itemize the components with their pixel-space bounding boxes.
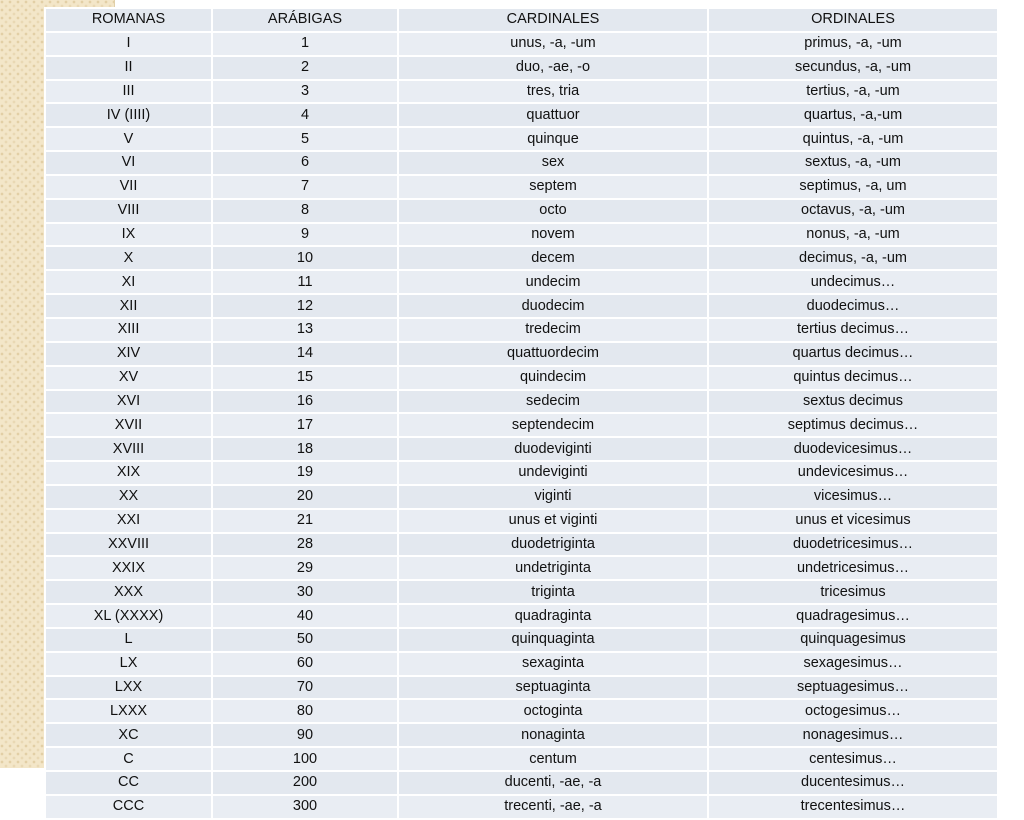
- table-row: [45, 80, 998, 104]
- cell-cardinal: quindecim: [398, 366, 708, 390]
- cell-cardinal: quattuor: [398, 103, 708, 127]
- table-row: [45, 604, 998, 628]
- table-row: [45, 628, 998, 652]
- table-row: [45, 366, 998, 390]
- cell-roman: XI: [45, 270, 212, 294]
- cell-ordinal: unus et vicesimus: [708, 509, 998, 533]
- cell-ordinal: trecentesimus…: [708, 795, 998, 819]
- cell-arabic: 29: [212, 556, 398, 580]
- cell-roman: I: [45, 32, 212, 56]
- cell-cardinal: duodecim: [398, 294, 708, 318]
- table-row: [45, 246, 998, 270]
- cell-ordinal: vicesimus…: [708, 485, 998, 509]
- table-row: [45, 32, 998, 56]
- cell-cardinal: duodeviginti: [398, 437, 708, 461]
- table-row: [45, 556, 998, 580]
- cell-ordinal: sexagesimus…: [708, 652, 998, 676]
- cell-roman: XX: [45, 485, 212, 509]
- cell-roman: II: [45, 56, 212, 80]
- header-cardinales: CARDINALES: [398, 8, 708, 32]
- cell-arabic: 5: [212, 127, 398, 151]
- cell-cardinal: septem: [398, 175, 708, 199]
- cell-roman: IV (IIII): [45, 103, 212, 127]
- cell-cardinal: nonaginta: [398, 723, 708, 747]
- numerals-table-container: [44, 7, 997, 820]
- table-row: [45, 652, 998, 676]
- cell-arabic: 40: [212, 604, 398, 628]
- cell-arabic: 9: [212, 223, 398, 247]
- cell-ordinal: tertius, -a, -um: [708, 80, 998, 104]
- cell-roman: XXI: [45, 509, 212, 533]
- table-row: [45, 413, 998, 437]
- header-romanas: ROMANAS: [45, 8, 212, 32]
- cell-cardinal: quinque: [398, 127, 708, 151]
- cell-ordinal: octogesimus…: [708, 699, 998, 723]
- table-row: [45, 56, 998, 80]
- cell-ordinal: octavus, -a, -um: [708, 199, 998, 223]
- table-row: [45, 533, 998, 557]
- cell-cardinal: duodetriginta: [398, 533, 708, 557]
- cell-roman: XVI: [45, 390, 212, 414]
- cell-arabic: 50: [212, 628, 398, 652]
- cell-arabic: 4: [212, 103, 398, 127]
- cell-cardinal: unus et viginti: [398, 509, 708, 533]
- header-arabigas: ARÁBIGAS: [212, 8, 398, 32]
- cell-arabic: 3: [212, 80, 398, 104]
- cell-arabic: 80: [212, 699, 398, 723]
- cell-roman: XVII: [45, 413, 212, 437]
- table-row: [45, 199, 998, 223]
- cell-roman: XIX: [45, 461, 212, 485]
- table-body: [45, 32, 998, 819]
- table-row: [45, 294, 998, 318]
- cell-cardinal: triginta: [398, 580, 708, 604]
- table-row: [45, 795, 998, 819]
- cell-roman: XC: [45, 723, 212, 747]
- cell-roman: XV: [45, 366, 212, 390]
- cell-roman: VI: [45, 151, 212, 175]
- cell-cardinal: centum: [398, 747, 708, 771]
- cell-ordinal: centesimus…: [708, 747, 998, 771]
- cell-ordinal: duodevicesimus…: [708, 437, 998, 461]
- cell-ordinal: septimus, -a, um: [708, 175, 998, 199]
- cell-arabic: 14: [212, 342, 398, 366]
- table-row: [45, 223, 998, 247]
- cell-cardinal: undecim: [398, 270, 708, 294]
- cell-ordinal: undevicesimus…: [708, 461, 998, 485]
- cell-arabic: 300: [212, 795, 398, 819]
- cell-roman: VIII: [45, 199, 212, 223]
- cell-arabic: 10: [212, 246, 398, 270]
- table-row: [45, 580, 998, 604]
- cell-roman: XIV: [45, 342, 212, 366]
- cell-cardinal: unus, -a, -um: [398, 32, 708, 56]
- cell-ordinal: quintus decimus…: [708, 366, 998, 390]
- table-row: [45, 342, 998, 366]
- table-header-row: [45, 8, 998, 32]
- cell-cardinal: trecenti, -ae, -a: [398, 795, 708, 819]
- cell-cardinal: undeviginti: [398, 461, 708, 485]
- cell-cardinal: tres, tria: [398, 80, 708, 104]
- cell-ordinal: tertius decimus…: [708, 318, 998, 342]
- cell-cardinal: undetriginta: [398, 556, 708, 580]
- table-row: [45, 699, 998, 723]
- cell-roman: IX: [45, 223, 212, 247]
- cell-cardinal: novem: [398, 223, 708, 247]
- cell-cardinal: octoginta: [398, 699, 708, 723]
- cell-ordinal: quartus, -a,-um: [708, 103, 998, 127]
- table-row: [45, 390, 998, 414]
- cell-ordinal: quintus, -a, -um: [708, 127, 998, 151]
- cell-roman: LXX: [45, 676, 212, 700]
- table-row: [45, 461, 998, 485]
- cell-arabic: 18: [212, 437, 398, 461]
- cell-ordinal: duodecimus…: [708, 294, 998, 318]
- table-row: [45, 437, 998, 461]
- cell-cardinal: sedecim: [398, 390, 708, 414]
- cell-roman: XVIII: [45, 437, 212, 461]
- cell-ordinal: nonus, -a, -um: [708, 223, 998, 247]
- cell-arabic: 15: [212, 366, 398, 390]
- cell-cardinal: tredecim: [398, 318, 708, 342]
- cell-roman: XL (XXXX): [45, 604, 212, 628]
- cell-roman: VII: [45, 175, 212, 199]
- cell-arabic: 20: [212, 485, 398, 509]
- cell-ordinal: undetricesimus…: [708, 556, 998, 580]
- cell-roman: L: [45, 628, 212, 652]
- cell-ordinal: quinquagesimus: [708, 628, 998, 652]
- cell-cardinal: septendecim: [398, 413, 708, 437]
- cell-cardinal: decem: [398, 246, 708, 270]
- cell-cardinal: sex: [398, 151, 708, 175]
- cell-roman: CC: [45, 771, 212, 795]
- cell-ordinal: decimus, -a, -um: [708, 246, 998, 270]
- cell-ordinal: septuagesimus…: [708, 676, 998, 700]
- cell-ordinal: sextus, -a, -um: [708, 151, 998, 175]
- cell-arabic: 8: [212, 199, 398, 223]
- cell-ordinal: duodetricesimus…: [708, 533, 998, 557]
- cell-roman: X: [45, 246, 212, 270]
- cell-roman: CCC: [45, 795, 212, 819]
- table-row: [45, 509, 998, 533]
- table-row: [45, 270, 998, 294]
- table-row: [45, 676, 998, 700]
- cell-roman: XII: [45, 294, 212, 318]
- cell-ordinal: nonagesimus…: [708, 723, 998, 747]
- cell-ordinal: quartus decimus…: [708, 342, 998, 366]
- cell-cardinal: quattuordecim: [398, 342, 708, 366]
- cell-arabic: 6: [212, 151, 398, 175]
- cell-arabic: 12: [212, 294, 398, 318]
- cell-arabic: 19: [212, 461, 398, 485]
- cell-ordinal: primus, -a, -um: [708, 32, 998, 56]
- cell-arabic: 1: [212, 32, 398, 56]
- cell-arabic: 21: [212, 509, 398, 533]
- cell-arabic: 90: [212, 723, 398, 747]
- cell-arabic: 60: [212, 652, 398, 676]
- cell-roman: C: [45, 747, 212, 771]
- cell-roman: XXIX: [45, 556, 212, 580]
- cell-cardinal: sexaginta: [398, 652, 708, 676]
- cell-arabic: 7: [212, 175, 398, 199]
- table-row: [45, 485, 998, 509]
- roman-numerals-table: [44, 7, 999, 820]
- cell-arabic: 2: [212, 56, 398, 80]
- header-ordinales: ORDINALES: [708, 8, 998, 32]
- table-row: [45, 747, 998, 771]
- cell-ordinal: tricesimus: [708, 580, 998, 604]
- cell-roman: XXVIII: [45, 533, 212, 557]
- cell-ordinal: septimus decimus…: [708, 413, 998, 437]
- cell-arabic: 30: [212, 580, 398, 604]
- table-row: [45, 318, 998, 342]
- cell-roman: V: [45, 127, 212, 151]
- cell-arabic: 70: [212, 676, 398, 700]
- cell-cardinal: viginti: [398, 485, 708, 509]
- cell-cardinal: ducenti, -ae, -a: [398, 771, 708, 795]
- table-row: [45, 127, 998, 151]
- table-row: [45, 103, 998, 127]
- cell-roman: LX: [45, 652, 212, 676]
- cell-arabic: 11: [212, 270, 398, 294]
- cell-ordinal: secundus, -a, -um: [708, 56, 998, 80]
- cell-cardinal: octo: [398, 199, 708, 223]
- cell-ordinal: undecimus…: [708, 270, 998, 294]
- cell-ordinal: quadragesimus…: [708, 604, 998, 628]
- cell-arabic: 28: [212, 533, 398, 557]
- table-row: [45, 175, 998, 199]
- cell-roman: LXXX: [45, 699, 212, 723]
- cell-arabic: 16: [212, 390, 398, 414]
- table-row: [45, 771, 998, 795]
- cell-arabic: 200: [212, 771, 398, 795]
- cell-cardinal: quinquaginta: [398, 628, 708, 652]
- cell-arabic: 100: [212, 747, 398, 771]
- cell-cardinal: quadraginta: [398, 604, 708, 628]
- cell-roman: XXX: [45, 580, 212, 604]
- cell-ordinal: ducentesimus…: [708, 771, 998, 795]
- table-row: [45, 151, 998, 175]
- cell-cardinal: duo, -ae, -o: [398, 56, 708, 80]
- cell-arabic: 17: [212, 413, 398, 437]
- cell-ordinal: sextus decimus: [708, 390, 998, 414]
- cell-arabic: 13: [212, 318, 398, 342]
- cell-roman: III: [45, 80, 212, 104]
- table-row: [45, 723, 998, 747]
- cell-roman: XIII: [45, 318, 212, 342]
- cell-cardinal: septuaginta: [398, 676, 708, 700]
